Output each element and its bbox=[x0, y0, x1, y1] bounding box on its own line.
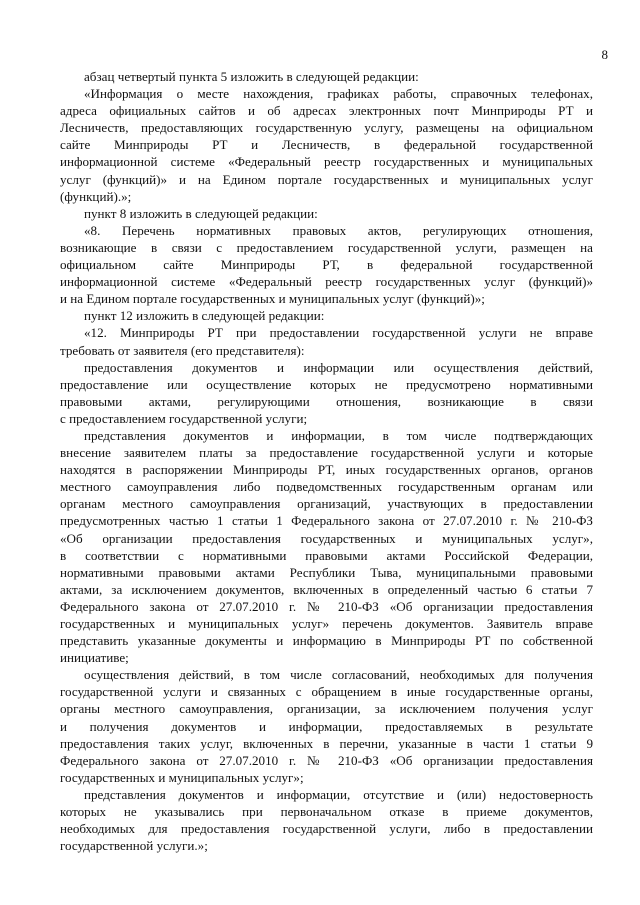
text-line: представить указанные документы и информацию в Минприроды РТ по собственной bbox=[60, 633, 593, 649]
text-line: «8. Перечень нормативных правовых актов, регулирующих отношения, bbox=[84, 222, 593, 238]
text-line: «12. Минприроды РТ при предоставлении государственной услуги не вправе bbox=[84, 325, 593, 341]
text-line: нормативными правовыми актами Республики Тыва, муниципальными правовыми bbox=[60, 564, 593, 580]
page-number: 8 bbox=[601, 47, 608, 62]
text-line: пункт 8 изложить в следующей редакции: bbox=[84, 205, 318, 221]
text-line: находятся в распоряжении Минприроды РТ, иных государственных органов, органов bbox=[60, 462, 593, 478]
text-line: предоставления документов и информации или осуществления действий, bbox=[84, 359, 593, 375]
text-line: государственных и муниципальных услуг» перечень документов. Заявитель вправе bbox=[60, 616, 593, 631]
paragraph-information-location bbox=[60, 85, 593, 205]
paragraph-point-8-text bbox=[60, 222, 593, 307]
text-line: местного самоуправления либо подведомственных государственным органам или bbox=[60, 479, 593, 495]
paragraph-point-12-item-3 bbox=[60, 666, 593, 786]
text-line: Федерального закона от 27.07.2010 г. № 210-ФЗ «Об организации предоставления bbox=[60, 598, 593, 614]
paragraph-instruction-point-5 bbox=[60, 68, 593, 85]
text-line: органы местного самоуправления, организации, за исключением получения услуг bbox=[60, 701, 593, 717]
text-line: официальном сайте Минприроды РТ, в федеральной государственной bbox=[60, 257, 593, 273]
paragraph-point-12-intro bbox=[60, 324, 593, 358]
text-line: предусмотренных частью 1 статьи 1 Федерального закона от 27.07.2010 г. № 210-ФЗ bbox=[60, 513, 593, 529]
text-line: «Об организации предоставления государственных и муниципальных услуг», bbox=[60, 530, 593, 546]
text-line: информационной системе «Федеральный реестр государственных и муниципальных bbox=[60, 154, 593, 170]
text-line: пункт 12 изложить в следующей редакции: bbox=[84, 308, 325, 324]
text-line: органам местного самоуправления организаций, участвующих в предоставлении bbox=[60, 496, 593, 512]
text-line: предоставление или осуществление которых не предусмотрено нормативными bbox=[60, 376, 593, 392]
paragraph-point-12-item-1 bbox=[60, 359, 593, 427]
text-line: представления документов и информации, в том числе подтверждающих bbox=[84, 427, 593, 443]
text-line: абзац четвертый пункта 5 изложить в следующей редакции: bbox=[84, 69, 419, 84]
text-line: инициативе; bbox=[60, 650, 129, 666]
text-line: актами, за исключением документов, включенных в определенный частью 6 статьи 7 bbox=[60, 581, 593, 597]
text-line: возникающие в связи с предоставлением государственной услуги, размещен на bbox=[60, 239, 593, 255]
text-line: государственной услуги.»; bbox=[60, 838, 208, 854]
text-line: правовыми актами, регулирующими отношения, возникающие в связи bbox=[60, 393, 593, 409]
text-line: в соответствии с нормативными правовыми актами Российской Федерации, bbox=[60, 547, 593, 563]
text-line: с предоставлением государственной услуги; bbox=[60, 410, 308, 426]
text-line: Лесничеств, предоставляющих государственную услугу, размещены на официальном bbox=[60, 120, 593, 136]
text-line: представления документов и информации, отсутствие и (или) недостоверность bbox=[84, 786, 593, 802]
text-line: (функций).»; bbox=[60, 188, 132, 204]
paragraph-instruction-point-8 bbox=[60, 205, 593, 222]
text-line: и на Едином портале государственных и муниципальных услуг (функций)»; bbox=[60, 291, 485, 307]
paragraph-instruction-point-12 bbox=[60, 307, 593, 324]
text-line: государственных и муниципальных услуг»; bbox=[60, 769, 304, 785]
text-line: и получения документов и информации, предоставляемых в результате bbox=[60, 718, 593, 734]
document-body bbox=[60, 68, 593, 854]
text-line: информационной системе «Федеральный реестр государственных услуг (функций)» bbox=[60, 274, 593, 290]
paragraph-point-12-item-4 bbox=[60, 786, 593, 854]
text-line: «Информация о месте нахождения, графиках работы, справочных телефонах, bbox=[84, 86, 593, 102]
text-line: услуг (функций)» и на Едином портале государственных и муниципальных услуг bbox=[60, 171, 593, 187]
text-line: адреса официальных сайтов и об адресах электронных почт Минприроды РТ и bbox=[60, 103, 593, 119]
text-line: предоставления таких услуг, включенных в перечни, указанные в части 1 статьи 9 bbox=[60, 735, 593, 751]
text-line: внесение заявителем платы за предоставление государственной услуги и которые bbox=[60, 445, 593, 461]
text-line: которых не указывались при первоначальном отказе в приеме документов, bbox=[60, 804, 593, 820]
text-line: государственной услуги и связанных с обращением в иные государственные органы, bbox=[60, 684, 593, 700]
text-line: необходимых для предоставления государственной услуги, либо в предоставлении bbox=[60, 821, 593, 837]
text-line: сайте Минприроды РТ и Лесничеств, в федеральной государственной bbox=[60, 137, 593, 153]
text-line: Федерального закона от 27.07.2010 г. № 210-ФЗ «Об организации предоставления bbox=[60, 752, 593, 768]
paragraph-point-12-item-2 bbox=[60, 427, 593, 666]
text-line: требовать от заявителя (его представителя): bbox=[60, 342, 305, 358]
text-line: осуществления действий, в том числе согласований, необходимых для получения bbox=[84, 667, 593, 683]
